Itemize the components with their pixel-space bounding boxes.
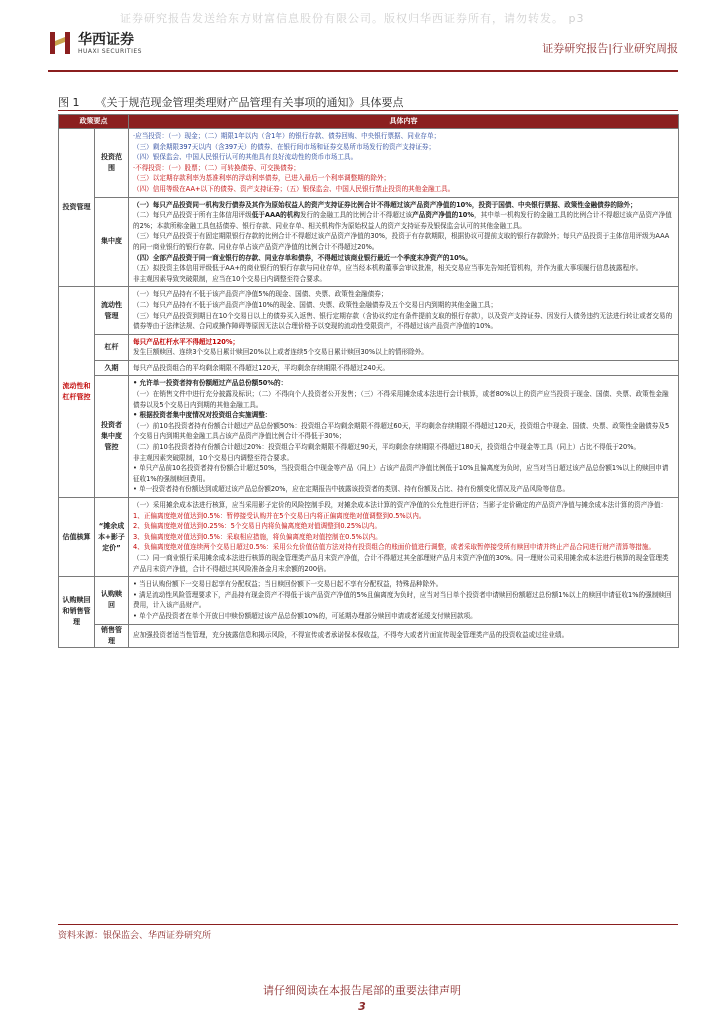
duration-content [129,360,679,376]
table-row [59,334,679,360]
figure-title: 《关于规范现金管理类理财产品管理有关事项的通知》具体要点 [95,96,404,109]
table-row [59,376,679,498]
table-row [59,129,679,198]
valuation-content [129,498,679,577]
conc-item-1: （一）每只产品投资同一机构发行债券及其作为原始权益人的资产支持证券比例合计不得超过该产品资产净值的10%，投资于国债、中央银行票据、政策性金融债券的除外； [133,200,637,209]
liq-item: （一）每只产品持有不低于该产品资产净值5%的现金、国债、央票、政策性金融债券； [133,290,388,299]
liq-item: （二）每只产品持有不低于该产品资产净值10%的现金、国债、央票、政策性金融债券及五个交易日内到期的其他金融工具； [133,300,498,309]
inv-item: • 单一投资者持有份额达到或超过该产品总份额20%，应在定期报告中披露该投资者的类别、持有份额及占比、持有份额变化情况及产品风险等信息。 [133,485,570,494]
concentration-content [129,197,679,287]
sales-content [129,624,679,647]
subscribe-content [129,577,679,624]
inv-item: （一）前10名投资者持有份额合计超过产品总份额50%：投资组合平均剩余期限不得超过60天，平均剩余存续期限不得超过120天，投资组合中现金、国债、央票、政策性金融债券及5个交易日内到期其他金融工具占该产品资产净值比例合计不得低于30%； [133,421,670,441]
sub-item: • 满足流动性风险管理要求下，产品持有现金资产不得低于该产品资产净值的5%且偏离度为负时，应当对当日单个投资者申请赎回份额超过总份额1%以上的赎回申请征收1%的强制赎回费用，计入该产品财产。 [133,590,672,610]
val-item: 3、负偏离度绝对值达到0.5%：采取相应措施，将负偏离度绝对值控制在0.5%以内。 [133,532,382,541]
inv-item: （二）前10名投资者持有份额合计超过20%：投资组合平均剩余期限不得超过90天，平均剩余存续期限不得超过180天，投资组合中现金等工具（同上）占比不得低于20%。 [133,443,641,452]
table-row [59,577,679,624]
inv-item: （一）在销售文件中进行充分披露及标识；（二）不得向个人投资者公开发售；（三）不得采用摊余成本法进行会计核算，或者80%以上的资产应当投资于现金、国债、央票、政策性金融债券以及5个交易日内到期的其他金融工具。 [133,390,669,409]
legal-footer: 请仔细阅读在本报告尾部的重要法律声明 [263,984,461,997]
subsection-sales: 销售管理 [95,624,129,647]
source-divider [58,924,678,925]
subsection-subscribe: 认购赎回 [95,577,129,624]
table-row [59,498,679,577]
page-header [48,30,678,68]
conc-item-6: 非主观因素导致突破限制，应当在10个交易日内调整至符合要求。 [133,274,327,283]
sub-item: • 单个产品投资者在单个开放日申赎份额超过该产品总份额10%的，可延期办理部分赎回申请或者延缓支付赎回款项。 [133,611,477,620]
table-row [59,197,679,287]
conc-item-3: （三）每只产品投资于有固定期限银行存款的比例合计不得超过该产品资产净值的30%，投资于有存款期限，根据协议可提前支取的银行存款除外；每只产品投资于主体信用评级为AAA的同一商业银行的银行存款、同业存单占该产品资产净值的比例合计不得超过20%。 [133,232,670,251]
subsection-duration: 久期 [95,360,129,376]
leverage-content [129,334,679,360]
inv-item: 非主观因素突破限制，10个交易日内调整至符合要求。 [133,453,294,462]
figure-label: 图 1 [58,96,80,109]
inv-item: • 允许单一投资者持有份额超过产品总份额50%的： [133,379,288,388]
source-note: 资料来源：银保监会、华西证券研究所 [58,931,212,941]
scope-content [129,129,679,198]
scope-line: （四）银保监会、中国人民银行认可的其他具有良好流动性的货币市场工具。 [133,153,358,162]
table-row [59,624,679,647]
subsection-scope: 投资范围 [95,129,129,198]
subsection-amortized: “摊余成本+影子定价” [95,498,129,577]
dur-item: 每只产品投资组合的平均剩余期限不得超过120天，平均剩余存续期限不得超过240天。 [133,363,389,372]
liq-item: （三）每只产品投资到期日在10个交易日以上的债券买入返售、银行定期存款（含协议约定有条件提前支取的银行存款），以及资产支持证券、因发行人债务违约无法进行转让或者交易的债券等由于法律法规、合同或操作障碍等原因无法以合理价格予以变现的流动性受限资产，不得超过该产品资产净值的10%。 [133,311,673,331]
page-number: 3 [358,1000,366,1013]
huaxi-logo-icon [48,30,72,56]
sales-item: 应加强投资者适当性管理，充分披露信息和揭示风险，不得宣传或者承诺保本保收益，不得夸大或者片面宣传现金管理类产品的投资收益或过往业绩。 [133,631,569,640]
col-header-content: 具体内容 [129,115,679,129]
val-item: （二）同一商业银行采用摊余成本法进行核算的现金管理类产品月末资产净值，合计不得超过其全部理财产品月末资产净值的30%。同一理财公司采用摊余成本法进行核算的现金管理类产品月末资产净值，合计不得超过其风险准备金月末余额的200倍。 [133,553,669,573]
lev-item: 每只产品杠杆水平不得超过120%； [133,337,240,346]
val-item: 4、负偏离度绝对值连续两个交易日超过0.5%：采用公允价值估值方法对持有投资组合的账面价值进行调整，或者采取暂停接受所有赎回申请并终止产品合同进行财产清算等措施。 [133,543,656,552]
liquidity-content [129,287,679,334]
subsection-liquidity: 流动性管理 [95,287,129,334]
scope-line: （三）以定期存款利率为基准利率的浮动利率债券，已进入最后一个利率调整期的除外； [133,174,391,183]
subsection-concentration: 集中度 [95,197,129,287]
scope-line: ·不得投资：（一）股票；（二）可转换债券、可交换债券； [133,163,300,172]
report-type: 证券研究报告|行业研究周报 [542,42,678,55]
val-item: 2、负偏离度绝对值达到0.25%：5个交易日内将负偏离度绝对值调整到0.25%以内。 [133,522,382,531]
section-investment: 投资管理 [59,129,95,287]
section-redemption-sales: 认购赎回和销售管理 [59,577,95,647]
brand-name-en: HUAXI SECURITIES [78,47,142,55]
brand-logo [48,30,142,56]
subsection-investor-concentration: 投资者集中度管控 [95,376,129,498]
conc-item-4: （四）全部产品投资于同一商业银行的存款、同业存单和债券，不得超过该商业银行最近一个季度末净资产的10%。 [133,253,472,262]
val-item: （一）采用摊余成本法进行核算，应当采用影子定价的风险控制手段，对摊余成本法计算的资产净值的公允性进行评估；当影子定价确定的产品资产净值与摊余成本法计算的资产净值： [133,501,668,509]
brand-name: 华西证券 [78,31,134,48]
inv-item: • 根据投资者集中度情况对投资组合实施调整： [133,411,272,420]
lev-item: 发生巨额赎回、连续3个交易日累计赎回20%以上或者连续5个交易日累计赎回30%以上的情形除外。 [133,348,428,357]
section-liquidity: 流动性和杠杆管控 [59,287,95,498]
inv-item: • 单只产品前10名投资者持有份额合计超过50%，当投资组合中现金等产品（同上）占该产品资产净值比例低于10%且偏离度为负时，应当对当日超过该产品总份额1%以上的赎回申请征收1%的强制赎回费用。 [133,464,669,483]
header-divider [48,70,678,72]
subsection-leverage: 杠杆 [95,334,129,360]
conc-item-5: （五）拟投资主体信用评级低于AA+的商业银行的银行存款与同业存单，应当经本机构董事会审议批准，相关交易应当事先告知托管机构，并作为重大事项履行信息披露程序。 [133,264,643,273]
table-header-row [59,115,679,129]
table-row [59,287,679,334]
scope-line: （四）信用等级在AA+以下的债券、资产支持证券；（五）银保监会、中国人民银行禁止投资的其他金融工具。 [133,184,455,193]
policy-table [58,114,679,648]
val-item: 1、正偏离度绝对值达到0.5%：暂停接受认购并在5个交易日内将正偏离度绝对值调整到0.5%以内。 [133,511,426,520]
col-header-policy: 政策要点 [59,115,129,129]
scope-line: ·应当投资：（一）现金；（二）期限1年以内（含1年）的银行存款、债券回购、中央银行票据、同业存单； [133,132,441,140]
figure-divider [58,110,678,111]
table-row [59,360,679,376]
conc-item-2: （二）每只产品投资于所有主体信用评级低于AAA的机构发行的金融工具的比例合计不得超过该产品资产净值的10%，其中单一机构发行的金融工具的比例合计不得超过该产品资产净值的2%；本款所称金融工具包括债券、银行存款、同业存单、相关机构作为原始权益人的资产支持证券及银保监会认可的其他金融工具。 [133,211,672,230]
investor-content [129,376,679,498]
sub-item: • 当日认购份额下一交易日起享有分配权益；当日赎回份额下一交易日起不享有分配权益，特殊品种除外。 [133,580,443,589]
section-valuation: 估值核算 [59,498,95,577]
scope-line: （三）剩余期限397天以内（含397天）的债券、在银行间市场和证券交易所市场发行的资产支持证券； [133,142,436,151]
watermark: 证券研究报告发送给东方财富信息股份有限公司。版权归华西证券所有，请勿转发。 p3 [120,12,585,25]
figure-caption [58,94,678,110]
